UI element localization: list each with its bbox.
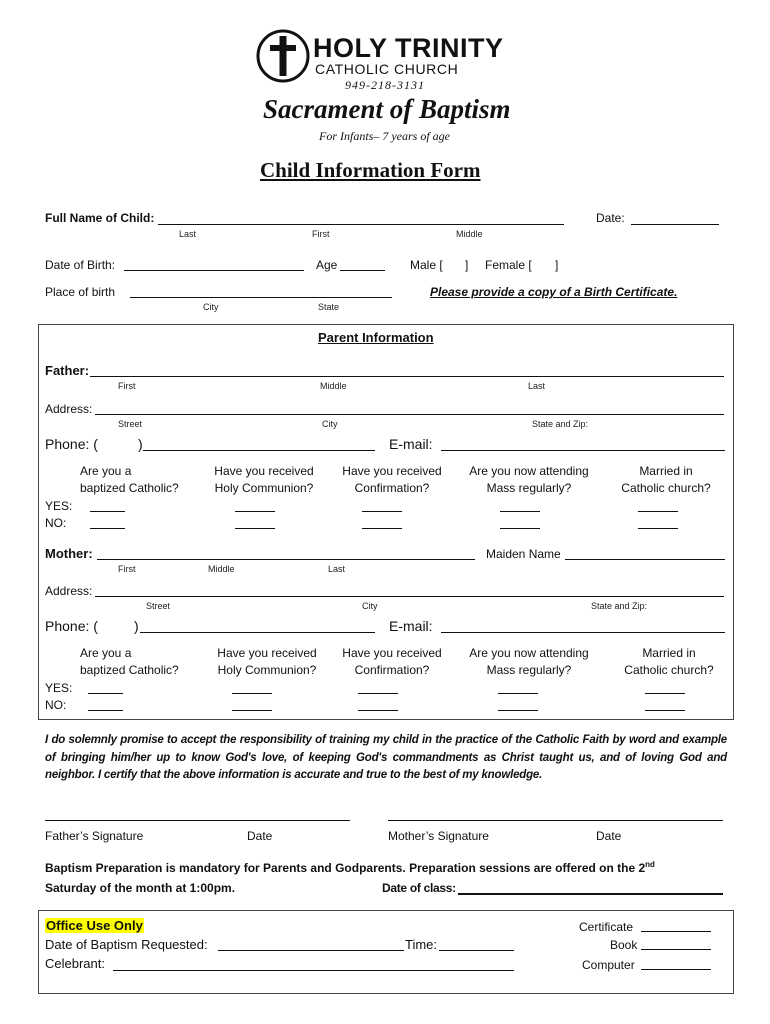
father-q4-no[interactable] (500, 528, 540, 529)
father-signature-label: Father’s Signature (45, 829, 144, 843)
computer-label: Computer (582, 958, 635, 972)
mother-q4-no[interactable] (498, 710, 538, 711)
dob-label: Date of Birth: (45, 258, 116, 272)
mother-part-middle: Middle (208, 564, 235, 574)
mother-q2-yes[interactable] (232, 693, 272, 694)
father-q1-no[interactable] (90, 528, 125, 529)
father-q2-yes[interactable] (235, 511, 275, 512)
mother-q4-line2: Mass regularly? (486, 663, 572, 677)
female-checkbox-close[interactable]: ] (555, 258, 559, 272)
mother-addr-state: State and Zip: (591, 601, 648, 611)
church-phone: 949-218-3131 (345, 78, 425, 92)
mother-q4 (458, 645, 600, 679)
date-field[interactable] (631, 224, 719, 225)
mother-q2 (208, 645, 326, 679)
mother-q3-yes[interactable] (358, 693, 398, 694)
father-addr-city: City (322, 419, 338, 429)
father-q3-line1: Have you received (342, 464, 442, 478)
mother-q5-line2: Catholic church? (624, 663, 714, 677)
mother-q1-no[interactable] (88, 710, 123, 711)
father-signature-field[interactable] (45, 820, 350, 821)
mother-q4-yes[interactable] (498, 693, 538, 694)
church-name-sub: CATHOLIC CHURCH (315, 61, 459, 77)
name-part-middle: Middle (456, 229, 483, 239)
date-of-class-label: Date of class: (382, 881, 456, 895)
mother-q1-yes[interactable] (88, 693, 123, 694)
father-q5-no[interactable] (638, 528, 678, 529)
name-part-last: Last (179, 229, 197, 239)
full-name-field[interactable] (158, 224, 564, 225)
maiden-name-label: Maiden Name (486, 547, 561, 561)
mother-q1-line1: Are you a (80, 646, 132, 660)
father-addr-street: Street (118, 419, 143, 429)
father-q3 (333, 463, 451, 497)
mother-signature-date-label: Date (596, 829, 622, 843)
father-phone-field[interactable] (143, 450, 375, 451)
age-label: Age (316, 258, 338, 272)
mother-q2-line1: Have you received (217, 646, 317, 660)
prep-notice-line2: Saturday of the month at 1:00pm. (45, 881, 236, 895)
father-q1-line1: Are you a (80, 464, 132, 478)
mother-q2-line2: Holy Communion? (217, 663, 317, 677)
father-q3-line2: Confirmation? (354, 481, 430, 495)
father-address-field[interactable] (95, 414, 724, 415)
father-q3-no[interactable] (362, 528, 402, 529)
date-requested-label: Date of Baptism Requested: (45, 937, 208, 952)
date-of-class-field[interactable] (458, 893, 723, 895)
father-q1-yes[interactable] (90, 511, 125, 512)
father-q5-yes[interactable] (638, 511, 678, 512)
father-q1-line2: baptized Catholic? (80, 481, 179, 495)
father-signature-date-label: Date (247, 829, 273, 843)
place-part-state: State (318, 302, 340, 312)
mother-addr-street: Street (146, 601, 171, 611)
mother-phone-field[interactable] (140, 632, 375, 633)
mother-signature-field[interactable] (388, 820, 723, 821)
father-part-first: First (118, 381, 136, 391)
mother-phone-label: Phone: ( (45, 618, 98, 634)
father-name-field[interactable] (90, 376, 724, 377)
mother-q2-no[interactable] (232, 710, 272, 711)
mother-phone-close: ) (134, 618, 139, 634)
father-q2-line1: Have you received (214, 464, 314, 478)
computer-field[interactable] (641, 969, 711, 970)
cross-circle-icon (255, 28, 311, 84)
mother-label: Mother: (45, 546, 93, 561)
father-q4-yes[interactable] (500, 511, 540, 512)
father-q3-yes[interactable] (362, 511, 402, 512)
name-part-first: First (312, 229, 330, 239)
father-yes-label: YES: (45, 499, 73, 513)
dob-field[interactable] (124, 270, 304, 271)
date-label: Date: (596, 211, 625, 225)
male-checkbox-close[interactable]: ] (465, 258, 469, 272)
form-title: Child Information Form (260, 158, 481, 182)
father-part-middle: Middle (320, 381, 347, 391)
birth-certificate-note: Please provide a copy of a Birth Certificate. (430, 285, 678, 299)
age-field[interactable] (340, 270, 385, 271)
father-label: Father: (45, 363, 90, 378)
father-phone-label: Phone: ( (45, 436, 98, 452)
place-of-birth-label: Place of birth (45, 285, 116, 299)
office-use-title-text: Office Use Only (46, 918, 143, 933)
parent-info-title: Parent Information (318, 330, 434, 345)
mother-q3 (333, 645, 451, 679)
office-time-field[interactable] (439, 950, 514, 951)
father-q4 (458, 463, 600, 497)
place-of-birth-field[interactable] (130, 297, 392, 298)
father-q4-line1: Are you now attending (469, 464, 589, 478)
female-label: Female [ (485, 258, 532, 272)
mother-q5-no[interactable] (645, 710, 685, 711)
mother-part-first: First (118, 564, 136, 574)
promise-text: I do solemnly promise to accept the responsibility of training my child in the practice of the Catholic Faith by word and example of bringing him/her up to know God's love, of keeping God's commandments as Christ taught us, and of loving God and neighbor. I certify that the above information is accurate and true to the best of my knowledge. (45, 734, 727, 781)
father-q5-line2: Catholic church? (621, 481, 711, 495)
certificate-label: Certificate (579, 920, 634, 934)
mother-q1-line2: baptized Catholic? (80, 663, 179, 677)
book-label: Book (610, 938, 638, 952)
maiden-name-field[interactable] (565, 559, 725, 560)
prep-notice-sup: nd (645, 860, 655, 869)
mother-q3-line1: Have you received (342, 646, 442, 660)
church-name-main: HOLY TRINITY (313, 33, 504, 63)
father-q2 (205, 463, 323, 497)
male-label: Male [ (410, 258, 443, 272)
mother-email-label: E-mail: (389, 618, 433, 634)
father-email-field[interactable] (441, 450, 725, 451)
father-address-label: Address: (45, 402, 93, 416)
mother-address-field[interactable] (95, 596, 724, 597)
sacrament-title: Sacrament of Baptism (263, 94, 511, 124)
mother-addr-city: City (362, 601, 378, 611)
certificate-field[interactable] (641, 931, 711, 932)
father-no-label: NO: (45, 516, 67, 530)
father-addr-state: State and Zip: (532, 419, 589, 429)
father-q2-no[interactable] (235, 528, 275, 529)
age-subtitle: For Infants– 7 years of age (319, 129, 450, 143)
celebrant-label: Celebrant: (45, 956, 105, 971)
book-field[interactable] (641, 949, 711, 950)
father-q4-line2: Mass regularly? (486, 481, 572, 495)
mother-q4-line1: Are you now attending (469, 646, 589, 660)
mother-address-label: Address: (45, 584, 93, 598)
celebrant-field[interactable] (113, 970, 514, 971)
mother-q5 (614, 645, 724, 679)
mother-q3-no[interactable] (358, 710, 398, 711)
prep-notice-text: Baptism Preparation is mandatory for Parents and Godparents. Preparation sessions are offered on the 2 (45, 861, 646, 875)
place-part-city: City (203, 302, 219, 312)
full-name-label: Full Name of Child: (45, 211, 155, 225)
mother-signature-label: Mother’s Signature (388, 829, 489, 843)
father-q5-line1: Married in (639, 464, 693, 478)
date-requested-field[interactable] (218, 950, 404, 951)
father-q5 (606, 463, 726, 497)
mother-name-field[interactable] (97, 559, 475, 560)
father-email-label: E-mail: (389, 436, 433, 452)
father-phone-close: ) (138, 436, 143, 452)
mother-no-label: NO: (45, 698, 67, 712)
father-q2-line2: Holy Communion? (214, 481, 314, 495)
mother-part-last: Last (328, 564, 346, 574)
mother-q5-yes[interactable] (645, 693, 685, 694)
mother-yes-label: YES: (45, 681, 73, 695)
office-use-title (45, 918, 144, 933)
mother-q5-line1: Married in (642, 646, 696, 660)
father-q1 (80, 463, 179, 497)
mother-q1 (80, 645, 179, 679)
father-part-last: Last (528, 381, 546, 391)
mother-email-field[interactable] (441, 632, 725, 633)
office-time-label: Time: (405, 937, 438, 952)
prep-notice (45, 860, 655, 875)
mother-q3-line2: Confirmation? (354, 663, 430, 677)
